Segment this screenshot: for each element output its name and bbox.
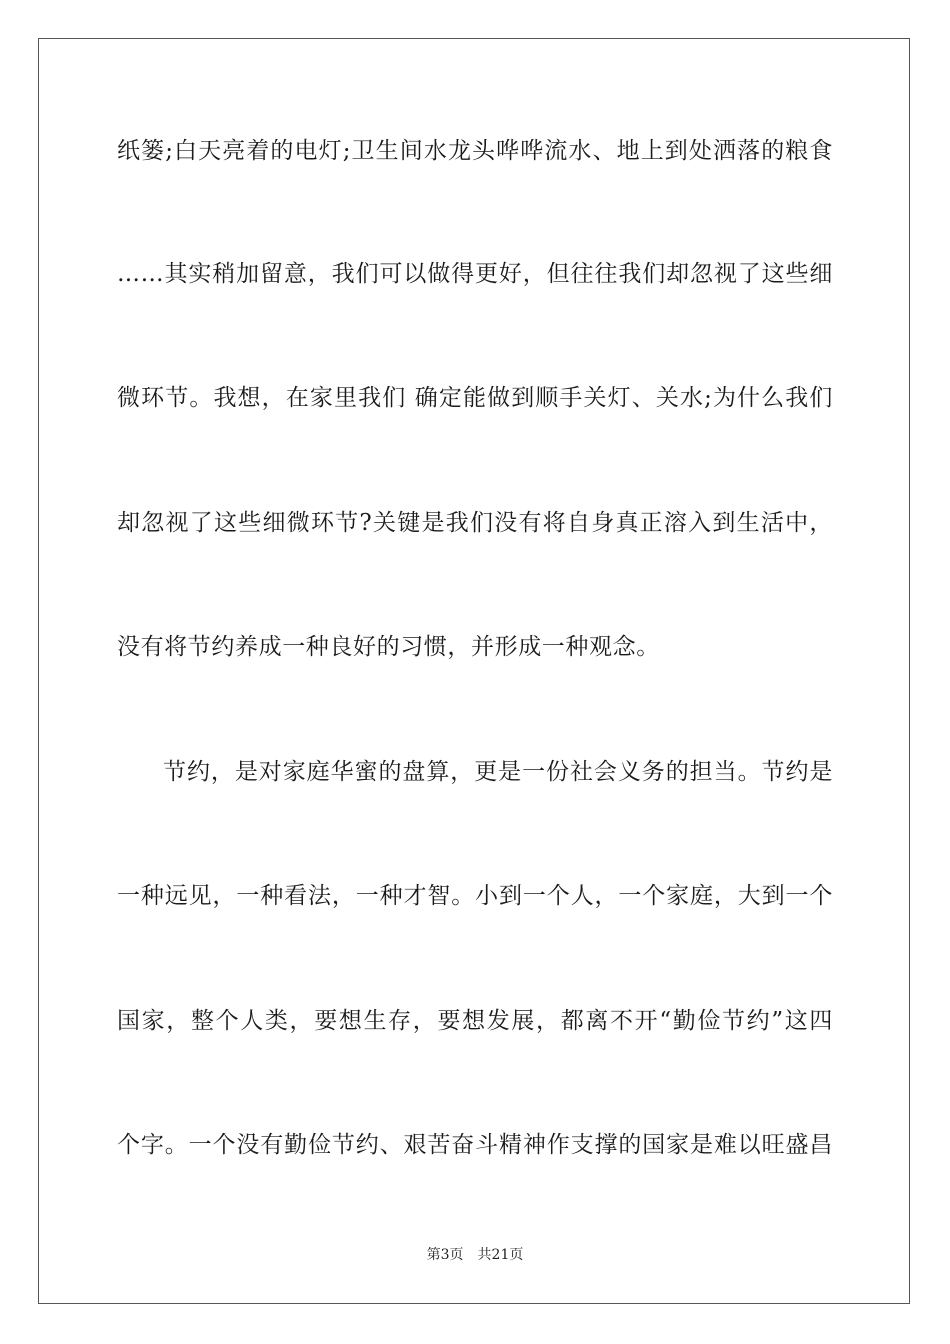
page-footer <box>0 1246 950 1264</box>
body-line-3: 微环节。我想，在家里我们 确定能做到顺手关灯、关水;为什么我们 <box>117 385 833 411</box>
body-line-2: ……其实稍加留意，我们可以做得更好，但往往我们却忽视了这些细 <box>117 261 833 287</box>
page-frame <box>38 38 910 1304</box>
body-line-4: 却忽视了这些细微环节?关键是我们没有将自身真正溶入到生活中， <box>117 510 833 536</box>
body-line-5: 没有将节约养成一种良好的习惯，并形成一种观念。 <box>117 634 660 660</box>
body-line-9: 个字。一个没有勤俭节约、艰苦奋斗精神作支撑的国家是难以旺盛昌 <box>117 1132 833 1158</box>
body-line-8: 国家，整个人类，要想生存，要想发展，都离不开“勤俭节约”这四 <box>117 1008 833 1034</box>
page-number: 第3页 <box>426 1247 464 1263</box>
body-line-7: 一种远见，一种看法，一种才智。小到一个人，一个家庭，大到一个 <box>117 883 833 909</box>
body-line-6: 节约，是对家庭华蜜的盘算，更是一份社会义务的担当。节约是 <box>163 759 833 785</box>
body-line-1: 纸篓;白天亮着的电灯;卫生间水龙头哗哗流水、地上到处洒落的粮食 <box>117 138 833 164</box>
page-total: 共21页 <box>477 1247 524 1263</box>
